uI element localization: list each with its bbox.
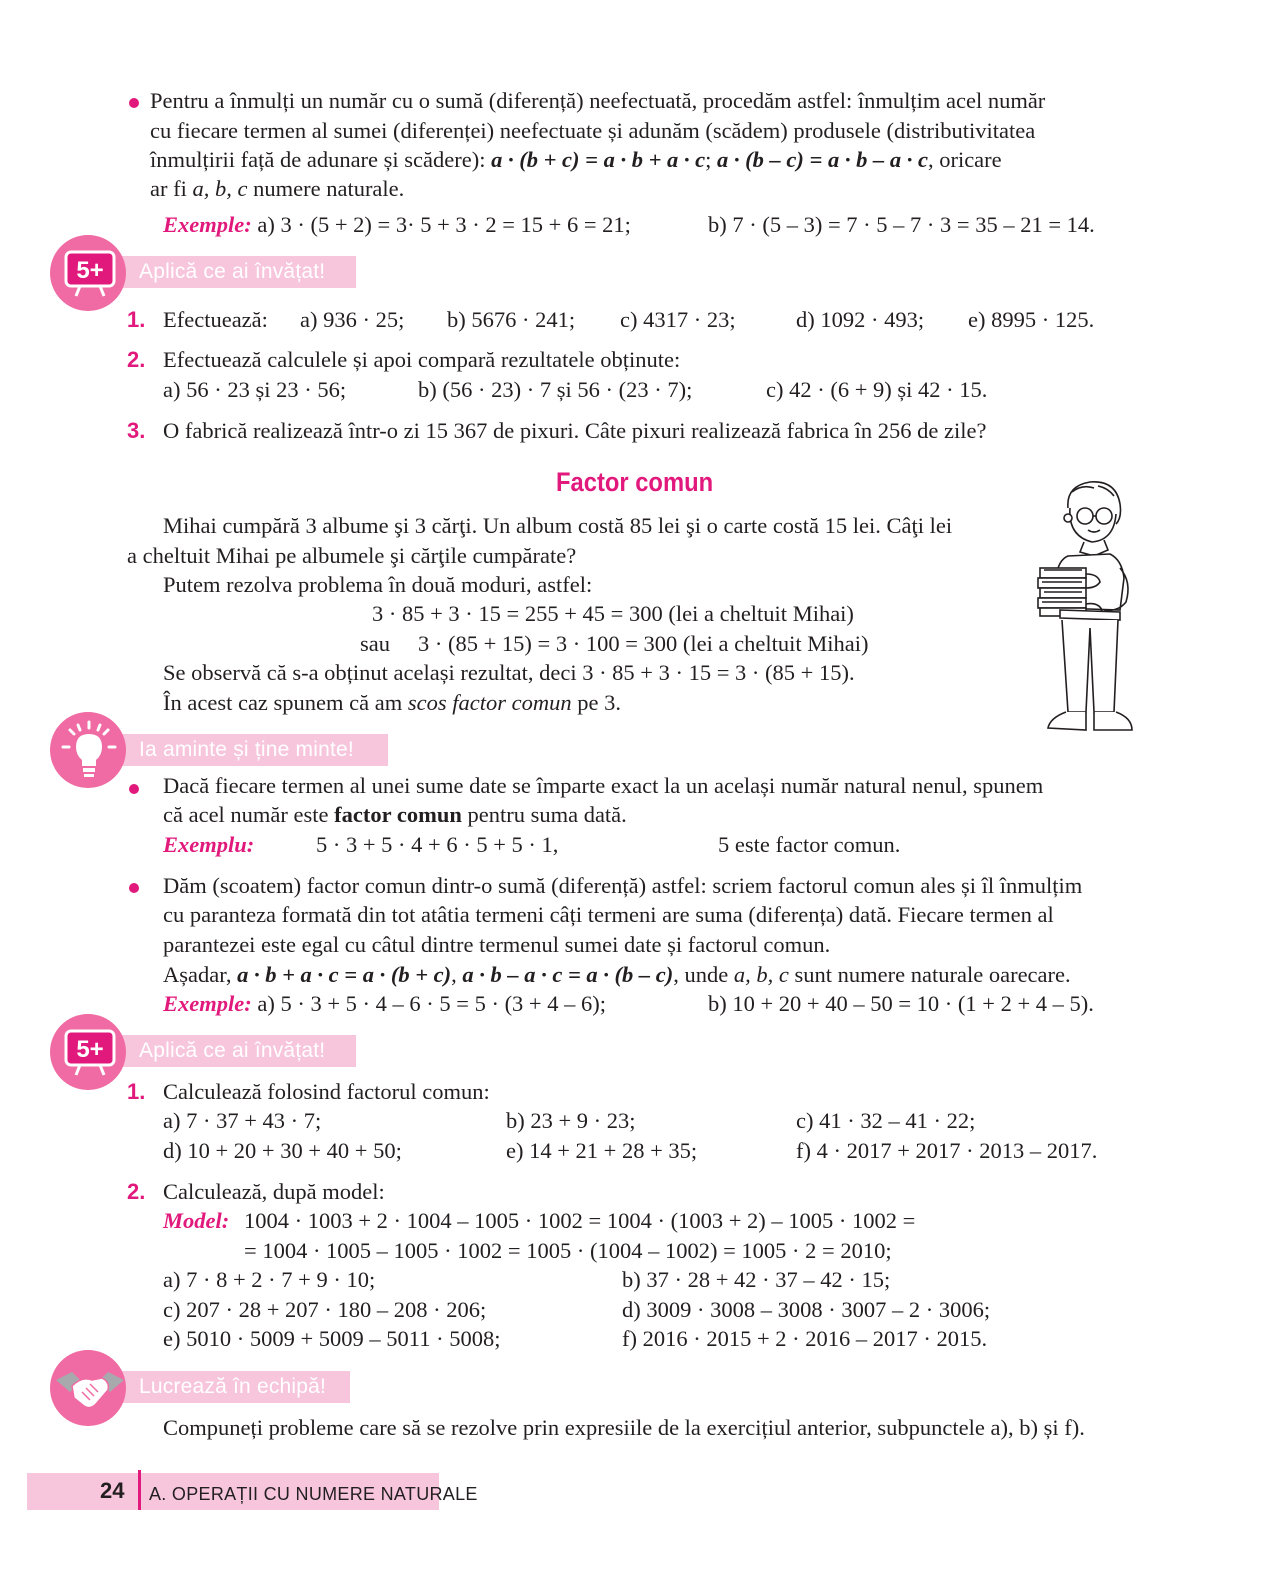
exercise-item: a) 56 · 23 și 23 · 56; (163, 377, 347, 402)
example-a: a) 5 · 3 + 5 · 4 – 6 · 5 = 5 · (3 + 4 – 6); (257, 991, 606, 1016)
example-b: b) 7 · (5 – 3) = 7 · 5 – 7 · 3 = 35 – 21 = 14. (708, 212, 1095, 237)
example-note: 5 este factor comun. (718, 832, 901, 857)
board-icon (60, 1027, 120, 1077)
badge-label: 5+ (76, 257, 104, 284)
footer-divider (138, 1470, 141, 1510)
formula-vars: a, b, c (733, 962, 789, 987)
exercise-number: 1. (127, 1079, 146, 1104)
handshake-icon (52, 1352, 128, 1424)
intro-line-4-post: numere naturale. (247, 176, 405, 201)
rule-line (163, 800, 627, 830)
exercise-item: f) 4 · 2017 + 2017 · 2013 – 2017. (796, 1138, 1098, 1163)
exercise-item: c) 207 · 28 + 207 · 180 – 208 · 206; (163, 1297, 487, 1322)
board-icon (60, 248, 120, 298)
exercise-item: b) 23 + 9 · 23; (506, 1108, 636, 1133)
story-calc: 3 · (85 + 15) = 3 · 100 = 300 (lei a cheltuit Mihai) (418, 631, 869, 656)
section-title: Factor comun (556, 467, 714, 497)
intro-line-1: Pentru a înmulți un număr cu o sumă (diferență) neefectuată, procedăm astfel: înmulțim acel număr (150, 88, 1046, 113)
team-task: Compuneți probleme care să se rezolve prin expresiile de la exercițiul anterior, subpunctele a), b) și f). (163, 1415, 1085, 1440)
exercise-text: O fabrică realizează într-o zi 15 367 de pixuri. Câte pixuri realizează fabrica în 256 de zile? (163, 418, 987, 443)
lightbulb-icon (56, 716, 122, 782)
exercise-item: d) 1092 · 493; (796, 307, 925, 332)
separator: , (451, 962, 463, 987)
rule-line: parantezei este egal cu câtul dintre termenul sumei date și factorul comun. (163, 932, 831, 957)
story-line-italic: scos factor comun (407, 690, 572, 715)
story-line-pre: În acest caz spunem că am (163, 690, 408, 715)
exercise-text: Efectuează calculele și apoi compară rezultatele obținute: (163, 347, 681, 372)
exercise-item: c) 41 · 32 – 41 · 22; (796, 1108, 976, 1133)
exercise-number: 1. (127, 307, 146, 332)
rule-line: Dacă fiecare termen al unei sume date se împarte exact la un același număr natural nenul, spunem (163, 773, 1044, 798)
asadar: Așadar, (163, 962, 238, 987)
exercise-item: e) 14 + 21 + 28 + 35; (506, 1138, 698, 1163)
exercise-item: a) 936 · 25; (300, 307, 405, 332)
example-expression: 5 · 3 + 5 · 4 + 6 · 5 + 5 · 1, (316, 832, 559, 857)
intro-tail: , oricare (927, 147, 1002, 172)
rule-line: cu paranteza formată din tot atâtia termeni câți termeni are suma (diferența) dată. Fiecare termen al (163, 902, 1054, 927)
rule2-examples (163, 989, 606, 1019)
factor-comun-term: factor comun (334, 802, 462, 827)
example-label: Exemplu: (163, 832, 255, 857)
badge-label: 5+ (76, 1036, 104, 1063)
intro-line-3 (150, 145, 1002, 175)
intro-line-3-text: înmulțirii față de adunare și scădere): (150, 147, 492, 172)
story-line: a cheltuit Mihai pe albumele şi cărţile cumpărate? (127, 543, 577, 568)
page-number: 24 (100, 1478, 125, 1503)
intro-vars: a, b, c (192, 176, 248, 201)
rule-line: Dăm (scoatem) factor comun dintr-o sumă (diferență) astfel: scriem factorul comun ales și îl înmulțim (163, 873, 1083, 898)
example-b: b) 10 + 20 + 40 – 50 = 10 · (1 + 2 + 4 – 5). (708, 991, 1094, 1016)
story-line: Mihai cumpără 3 albume şi 3 cărţi. Un album costă 85 lei şi o carte costă 15 lei. Câţi lei (163, 513, 953, 538)
bullet-icon (129, 883, 139, 893)
formula-post-tail: sunt numere naturale oarecare. (788, 962, 1071, 987)
exercise-number: 2. (127, 347, 146, 372)
factor-formula-diff: a · b – a · c = a · (b – c) (462, 962, 674, 987)
story-line-post: pe 3. (571, 690, 621, 715)
exercise-item: e) 8995 · 125. (968, 307, 1095, 332)
rule-line-pre: că acel număr este (163, 802, 335, 827)
exercise-item: b) (56 · 23) · 7 și 56 · (23 · 7); (418, 377, 693, 402)
banner-title: Ia aminte și ține minte! (139, 738, 354, 761)
distributivity-formula-diff: a · (b – c) = a · b – a · c (717, 147, 928, 172)
bullet-icon (129, 98, 139, 108)
exercise-item: e) 5010 · 5009 + 5009 – 5011 · 5008; (163, 1326, 501, 1351)
story-line: Putem rezolva problema în două moduri, astfel: (163, 572, 593, 597)
exercise-item: a) 7 · 37 + 43 · 7; (163, 1108, 322, 1133)
exercise-item: f) 2016 · 2015 + 2 · 2016 – 2017 · 2015. (622, 1326, 988, 1351)
banner-title: Lucrează în echipă! (139, 1375, 327, 1398)
exercise-item: c) 42 · (6 + 9) și 42 · 15. (766, 377, 988, 402)
exercise-item: b) 5676 · 241; (447, 307, 576, 332)
exercise-text: Calculează, după model: (163, 1179, 385, 1204)
exercise-item: d) 3009 · 3008 – 3008 · 3007 – 2 · 3006; (622, 1297, 991, 1322)
exercise-item: c) 4317 · 23; (620, 307, 736, 332)
model-line: = 1004 · 1005 – 1005 · 1002 = 1005 · (1004 – 1002) = 1005 · 2 = 2010; (244, 1238, 892, 1263)
exercise-text: Efectuează: (163, 307, 268, 332)
story-line: Se observă că s-a obținut același rezultat, deci 3 · 85 + 3 · 15 = 3 · (85 + 15). (163, 660, 855, 685)
factor-formula-sum: a · b + a · c = a · (b + c) (237, 962, 452, 987)
model-label: Model: (163, 1208, 230, 1233)
story-calc: 3 · 85 + 3 · 15 = 255 + 45 = 300 (lei a cheltuit Mihai) (372, 601, 854, 626)
exercise-item: b) 37 · 28 + 42 · 37 – 42 · 15; (622, 1267, 891, 1292)
exercise-item: d) 10 + 20 + 30 + 40 + 50; (163, 1138, 402, 1163)
story-sau: sau (360, 631, 390, 656)
exercise-number: 3. (127, 418, 146, 443)
intro-line-2: cu fiecare termen al sumei (diferenței) neefectuate și adunăm (scădem) produsele (distributivitatea (150, 118, 1036, 143)
chapter-title: A. OPERAȚII CU NUMERE NATURALE (149, 1484, 478, 1504)
intro-examples (163, 210, 631, 240)
banner-title: Aplică ce ai învățat! (139, 260, 326, 283)
banner-title: Aplică ce ai învățat! (139, 1039, 326, 1062)
example-a: a) 3 · (5 + 2) = 3· 5 + 3 · 2 = 15 + 6 = 21; (257, 212, 631, 237)
exercise-number: 2. (127, 1179, 146, 1204)
intro-line-4-pre: ar fi (150, 176, 193, 201)
exercise-item: a) 7 · 8 + 2 · 7 + 9 · 10; (163, 1267, 376, 1292)
story-line (163, 688, 621, 718)
separator: ; (705, 147, 718, 172)
formula-post-pre: , unde (673, 962, 734, 987)
distributivity-formula-sum: a · (b + c) = a · b + a · c (491, 147, 706, 172)
rule-line-post: pentru suma dată. (461, 802, 627, 827)
intro-line-4 (150, 174, 404, 204)
examples-label: Exemple: (163, 212, 252, 237)
rule-formulas (163, 960, 1071, 990)
exercise-text: Calculează folosind factorul comun: (163, 1079, 490, 1104)
boy-with-books-illustration (1028, 478, 1148, 740)
bullet-icon (129, 784, 139, 794)
model-line: 1004 · 1003 + 2 · 1004 – 1005 · 1002 = 1004 · (1003 + 2) – 1005 · 1002 = (244, 1208, 916, 1233)
examples-label: Exemple: (163, 991, 252, 1016)
